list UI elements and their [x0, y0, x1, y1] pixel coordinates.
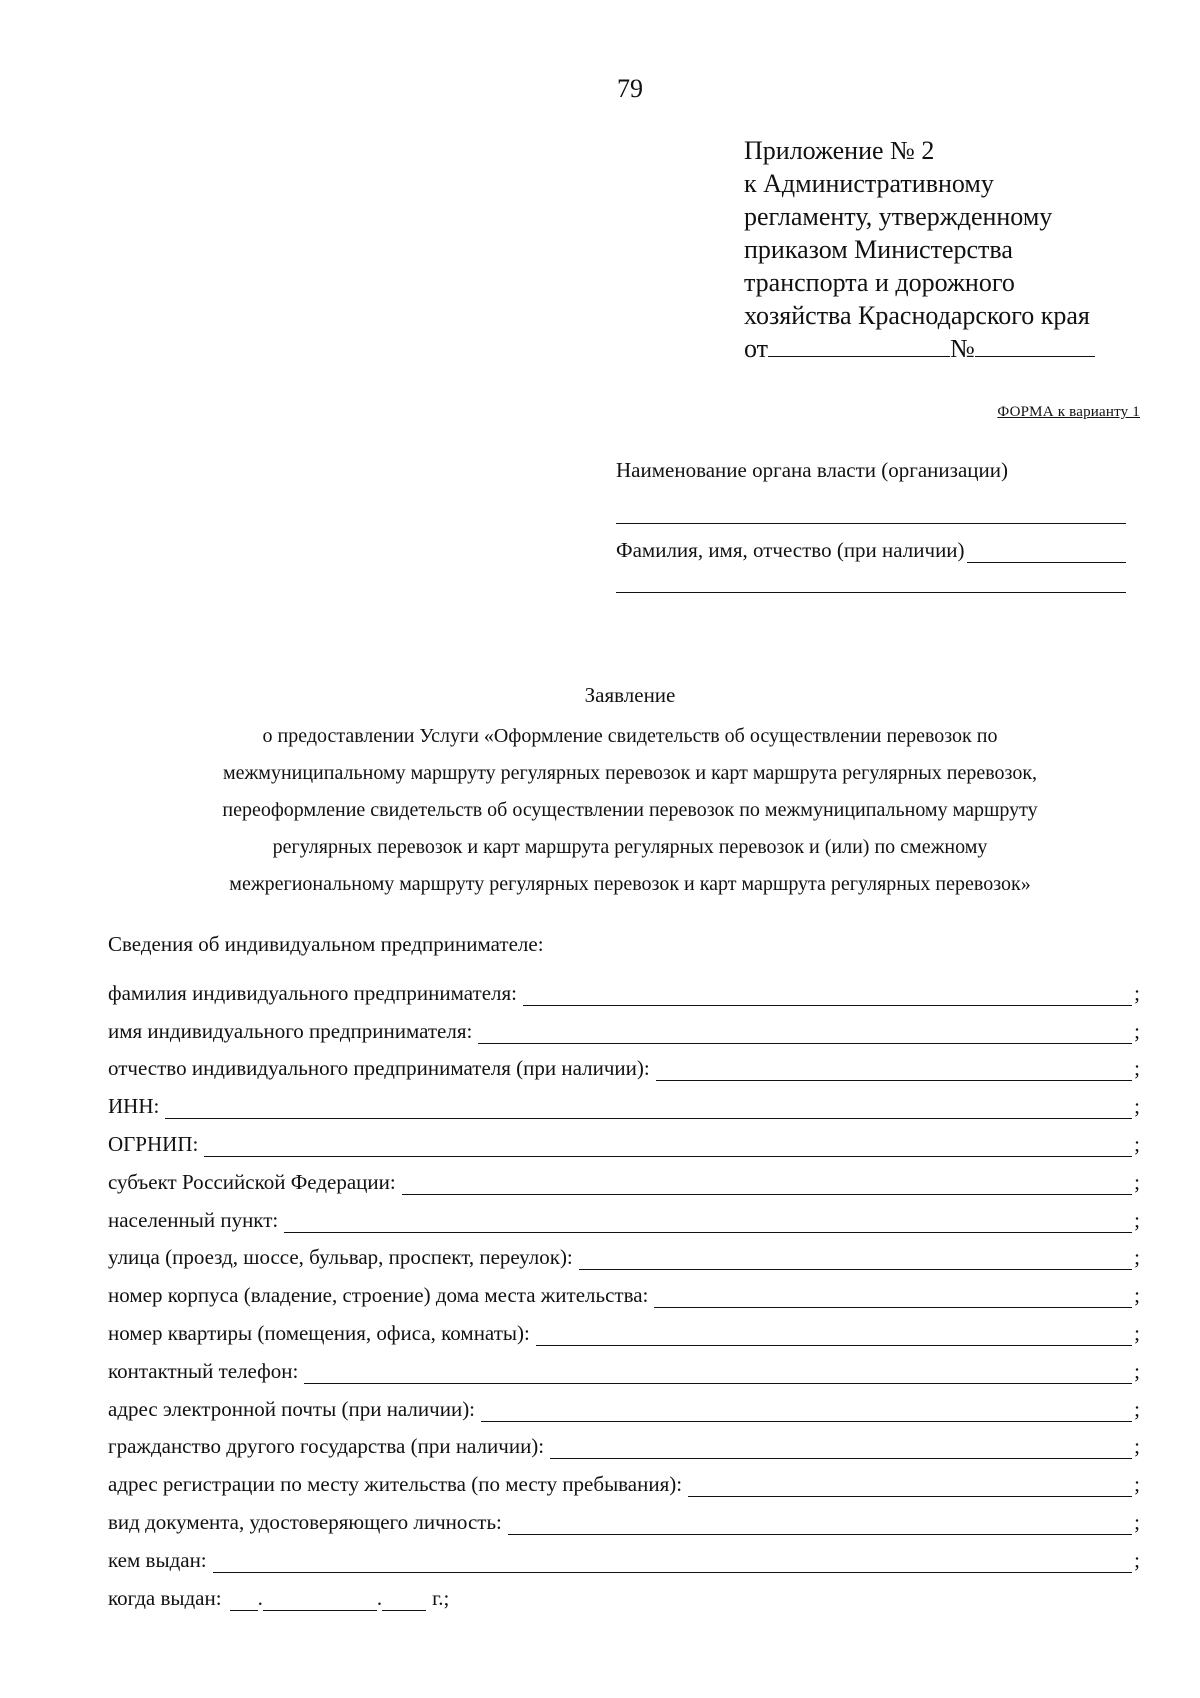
apartment-blank[interactable] [536, 1323, 1132, 1346]
application-subject [120, 718, 1140, 903]
fio-label: Фамилия, имя, отчество (при наличии) [616, 538, 965, 562]
field-surname: фамилия индивидуального предпринимателя: ; [108, 980, 1140, 1005]
fio-blank-line2[interactable] [616, 592, 1126, 593]
field-email: адрес электронной почты (при наличии): ; [108, 1396, 1140, 1421]
field-issued-date: когда выдан: . . г.; [108, 1585, 450, 1610]
subject-line: переоформление свидетельств об осуществлении перевозок по межмуниципальному маршруту [222, 799, 1038, 821]
subject-line: регулярных перевозок и карт маршрута регулярных перевозок и (или) по смежному [272, 836, 988, 858]
number-label: № [950, 334, 975, 363]
fio-row [616, 538, 1126, 563]
email-blank[interactable] [481, 1399, 1132, 1422]
appendix-block [744, 134, 1144, 365]
field-patronymic: отчество индивидуального предпринимателя (при наличии): ; [108, 1056, 1140, 1081]
field-apartment: номер квартиры (помещения, офиса, комнаты): ; [108, 1320, 1140, 1345]
issued-month-blank[interactable] [263, 1588, 377, 1611]
field-building: номер корпуса (владение, строение) дома места жительства: ; [108, 1283, 1140, 1308]
appendix-date-number-line [744, 332, 1144, 365]
ogrnip-blank[interactable] [204, 1134, 1132, 1157]
building-blank[interactable] [654, 1285, 1132, 1308]
street-blank[interactable] [579, 1247, 1132, 1270]
form-variant-tag: ФОРМА к варианту 1 [997, 404, 1140, 420]
date-blank[interactable] [768, 334, 950, 357]
surname-blank[interactable] [523, 983, 1132, 1006]
subject-line: о предоставлении Услуги «Оформление свидетельств об осуществлении перевозок по [262, 725, 998, 747]
appendix-line: транспорта и дорожного [744, 268, 1015, 297]
field-registration-address: адрес регистрации по месту жительства (по месту пребывания): ; [108, 1472, 1140, 1497]
field-region: субъект Российской Федерации: ; [108, 1169, 1140, 1194]
subject-line: межрегиональному маршруту регулярных перевозок и карт маршрута регулярных перевозок» [229, 873, 1031, 895]
appendix-line: к Административному [744, 169, 994, 198]
issued-day-blank[interactable] [230, 1588, 258, 1611]
appendix-line: хозяйства Краснодарского края [744, 301, 1090, 330]
field-name: имя индивидуального предпринимателя: ; [108, 1018, 1140, 1043]
registration-address-blank[interactable] [688, 1474, 1132, 1497]
from-label: от [744, 334, 769, 363]
id-document-blank[interactable] [508, 1512, 1132, 1535]
authority-blank[interactable] [616, 523, 1126, 524]
page-number: 79 [617, 74, 643, 103]
inn-blank[interactable] [165, 1096, 1132, 1119]
field-id-document: вид документа, удостоверяющего личность: ; [108, 1509, 1140, 1534]
field-phone: контактный телефон: ; [108, 1358, 1140, 1383]
phone-blank[interactable] [304, 1361, 1132, 1384]
citizenship-blank[interactable] [550, 1436, 1132, 1459]
field-street: улица (проезд, шоссе, бульвар, проспект, переулок): ; [108, 1245, 1140, 1270]
locality-blank[interactable] [284, 1210, 1132, 1233]
fio-blank[interactable] [967, 540, 1126, 563]
entrepreneur-fields [108, 968, 1140, 1611]
number-blank[interactable] [975, 334, 1095, 357]
field-citizenship: гражданство другого государства (при наличии): ; [108, 1434, 1140, 1459]
patronymic-blank[interactable] [656, 1058, 1132, 1081]
field-issued-by: кем выдан: ; [108, 1547, 1140, 1572]
field-ogrnip: ОГРНИП: ; [108, 1131, 1140, 1156]
name-blank[interactable] [478, 1021, 1132, 1044]
issued-by-blank[interactable] [213, 1550, 1133, 1573]
entrepreneur-intro: Сведения об индивидуальном предпринимателе: [108, 932, 544, 956]
application-title: Заявление [584, 683, 676, 707]
authority-label: Наименование органа власти (организации) [616, 458, 1008, 482]
appendix-line: Приложение № 2 [744, 136, 935, 165]
subject-line: межмуниципальному маршруту регулярных перевозок и карт маршрута регулярных перевозок, [222, 762, 1038, 784]
appendix-line: регламенту, утвержденному [744, 202, 1053, 231]
appendix-line: приказом Министерства [744, 235, 1013, 264]
issued-year-blank[interactable] [382, 1588, 426, 1611]
field-inn: ИНН: ; [108, 1094, 1140, 1119]
region-blank[interactable] [402, 1172, 1132, 1195]
field-locality: населенный пункт: ; [108, 1207, 1140, 1232]
